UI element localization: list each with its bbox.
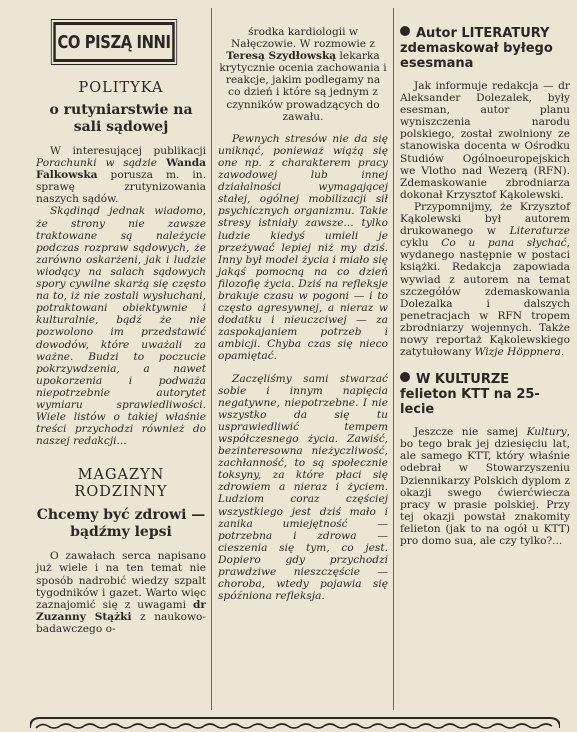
column-left	[36, 80, 206, 635]
section-header-text: CO PISZĄ INNI	[57, 31, 171, 53]
kultura-headline: W KULTURZE felieton KTT na 25-lecie	[400, 372, 540, 418]
autor-headline: Autor LITERATURY zdemaskował byłego esesmana	[400, 26, 553, 71]
magazyn-subtitle: Chcemy być zdrowi — bądźmy lepsi	[36, 507, 206, 541]
column-right	[400, 26, 570, 547]
polityka-subtitle: o rutyniarstwie na sali sądowej	[49, 102, 193, 135]
kardiologia-paragraph-3: Zaczęliśmy sami stwarzać sobie i innym napięcia negatywne, niepotrzebne. I nie wszystko da się tu usprawiedliwić tempem współczesnego życia. Zawiść, bezinteresowna nieżyczliwość, zachłanność, to są społecznie toksyny, za które płaci się zdrowiem a nieraz i życiem. Ludziom coraz częściej wszystkiego jest dziś mało i zanika umiejętność — potrzebna i zdrowa — cieszenia się tym, co jest. Dopiero gdy przychodzi prawdziwe nieszczęście — choroba, wtedy pojawia się spóźniona refleksja.	[218, 372, 388, 603]
magazyn-title-line-1: MAGAZYN	[77, 467, 165, 484]
autor-paragraph-2: Przypomnijmy, że Krzysztof Kąkolewski był autorem drukowanego w Literaturze cyklu Co u pana słychać, wydanego następnie w postaci książki. Redakcja zapowiada wywiad z autorem na temat szczegółów zdemaskowania Dolezalka i dalszych penetracjach w RFN tropem zbrodniarzy wojennych. Także nowy reportaż Kąkolewskiego zatytułowany Wizje Höppnera.	[400, 200, 570, 359]
column-divider	[393, 8, 394, 710]
decorative-border	[30, 716, 560, 730]
magazyn-title-line-2: RODZINNY	[74, 484, 168, 501]
magazyn-paragraph-1: O zawałach serca napisano już wiele i na ten temat nie sposób nadrobić wiedzy szpalt tygodników i gazet. Warto więc zaznajomić się z uwagami dr Zuzanny Stążki z naukowo-badawczego o-	[36, 550, 206, 635]
bullet-dot-icon	[400, 372, 410, 382]
polityka-paragraph-2: Skądinąd jednak wiadomo, że strony nie zawsze traktowane są należycie podczas rozpraw sądowych, że zarówno oskarżeni, jak i ludzie wiodący na salach sądowych spory cywilne skarżą się często na to, iż nie zostali wysłuchani, potraktowani obiektywnie i kulturalnie, bądź że nie pozwolono im przedstawić dowodów, które uważali za ważne. Budzi to poczucie pokrzywdzenia, a nawet upokorzenia i podważa niepotrzebnie autorytet wymiaru sprawiedliwości. Wiele listów o takiej właśnie treści przychodzi również do naszej redakcji...	[36, 205, 206, 448]
kardiologia-paragraph-1: środka kardiologii w Nałęczowie. W rozmowie z Teresą Szydłowską lekarka krytycznie ocenia zachowania i reakcje, jakim podlegamy na co dzień i które są jednym z czynników prowadzących do zawału.	[219, 26, 387, 123]
bullet-dot-icon	[400, 26, 410, 36]
kultura-paragraph-1: Jeszcze nie samej Kultury, bo tego brak jej dziesięciu lat, ale samego KTT, który właśnie odebrał w Stowarzyszeniu Dziennikarzy Polskich dyplom z okazji swego ćwierćwiecza pracy w prasie polskiej. Przy tej okazji powstał znakomity felieton (jak to na ogół u KTT) pro domo sua, ale czy tylko?...	[400, 426, 570, 547]
column-middle	[218, 26, 388, 602]
column-divider	[211, 8, 212, 710]
polityka-paragraph-1: W interesującej publikacji Porachunki w sądzie Wanda Falkowska porusza m. in. sprawę zrutynizowania naszych sądów.	[36, 145, 206, 206]
section-header-box	[53, 22, 174, 62]
autor-paragraph-1: Jak informuje redakcja — dr Aleksander Dolezalek, były esesman, autor planu wyniszczenia narodu polskiego, został zwolniony ze stanowiska docenta w Ośrodku Studiów Ogólnoeuropejskich we Vlotho nad Wezerą (RFN). Zdemaskowanie zbrodniarza dokonał Krzysztof Kąkolewski.	[400, 80, 570, 201]
polityka-title: POLITYKA	[78, 80, 164, 96]
kardiologia-paragraph-2: Pewnych stresów nie da się uniknąć, ponieważ wiążą się one np. z charakterem pracy zawodowej lub innej działalności wymagającej stałej, ogólnej mobilizacji sił psychicznych organizmu. Takie stresy istniały zawsze... tylko ludzie kiedyś umieli je przeżywać lepiej niż my dziś. Inny był model życia i miało się jakąś pomocną na co dzień filozofię życia. Dziś na refleksje brakuje czasu w pogoni — i to często agresywnej, a nieraz w dodatku i nieuczciwej — za zaspokajaniem potrzeb i ambicji. Chyba czas się nieco opamiętać.	[218, 132, 388, 363]
